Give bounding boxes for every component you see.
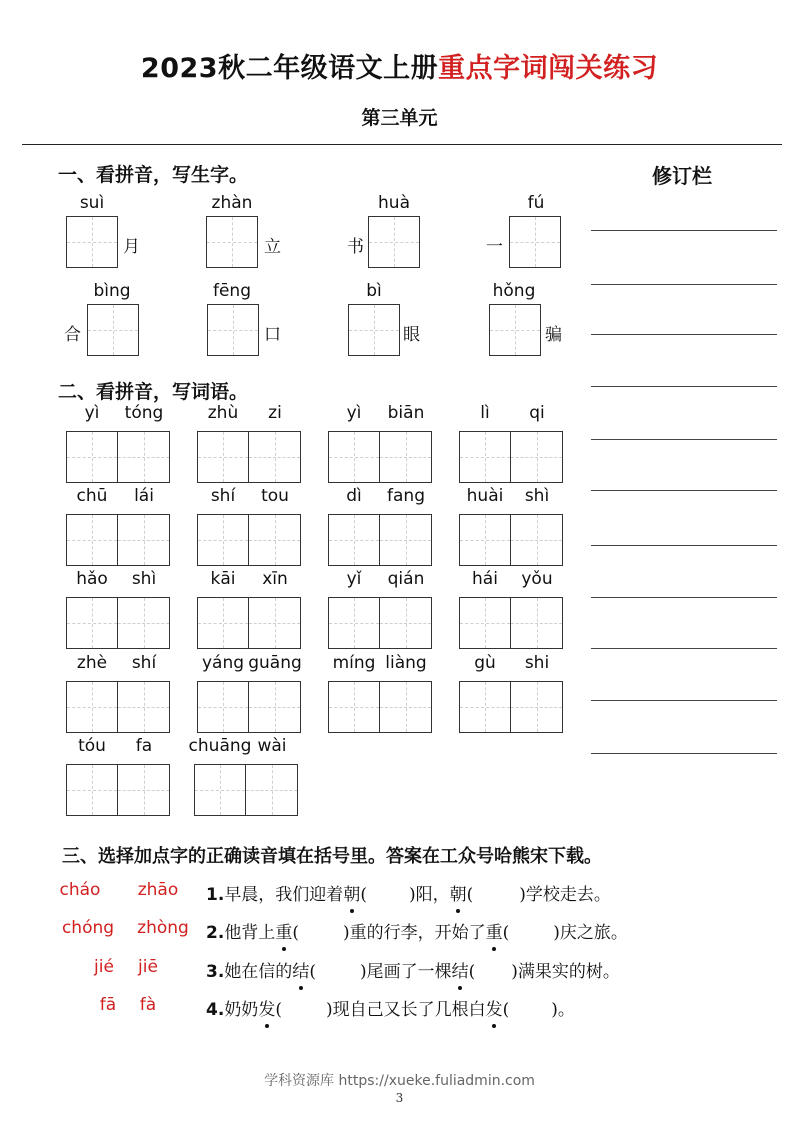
question-number: 2 — [206, 923, 218, 943]
sentence-text: )现自己又长了几根白 — [325, 1000, 486, 1020]
pinyin-label: shì — [524, 486, 550, 506]
dotted-character: 重 — [275, 918, 292, 943]
writing-box[interactable] — [206, 216, 258, 268]
given-character: 合 — [64, 325, 81, 345]
writing-box[interactable] — [348, 304, 400, 356]
pinyin-label: lì — [480, 403, 490, 423]
sentence-text: )学校走去。 — [519, 885, 611, 905]
word-box[interactable] — [459, 514, 563, 566]
char-cell[interactable] — [379, 681, 432, 733]
revision-line — [591, 597, 777, 598]
answer-bracket-open: ( — [292, 923, 299, 943]
char-cell[interactable] — [328, 431, 380, 483]
char-cell[interactable] — [117, 764, 170, 816]
question-sentence — [206, 918, 628, 943]
question-number-dot: . — [217, 1000, 225, 1020]
sentence-text: )尾画了一棵 — [359, 962, 452, 982]
pinyin-label: qián — [387, 569, 425, 589]
word-box[interactable] — [66, 514, 170, 566]
pinyin-label: bì — [366, 281, 382, 301]
word-box[interactable] — [197, 514, 301, 566]
pinyin-label: huài — [466, 486, 504, 506]
reading-option: fā — [99, 995, 117, 1015]
char-cell[interactable] — [197, 681, 249, 733]
dotted-character: 发 — [258, 995, 275, 1020]
reading-option: chóng — [61, 918, 115, 938]
char-cell[interactable] — [510, 514, 563, 566]
answer-bracket-open: ( — [309, 962, 316, 982]
char-cell[interactable] — [66, 431, 118, 483]
char-cell[interactable] — [248, 597, 301, 649]
word-box[interactable] — [66, 764, 170, 816]
pinyin-label: hái — [472, 569, 498, 589]
char-cell[interactable] — [459, 681, 511, 733]
footer-source: 学科资源库 https://xueke.fuliadmin.com — [264, 1073, 535, 1089]
reading-option: jiē — [138, 957, 158, 977]
pinyin-label: xīn — [262, 569, 288, 589]
revision-line — [591, 386, 777, 387]
word-box[interactable] — [194, 764, 298, 816]
char-cell[interactable] — [248, 514, 301, 566]
word-box[interactable] — [328, 597, 432, 649]
given-character: 书 — [347, 237, 364, 257]
pinyin-label: fēng — [212, 281, 251, 301]
char-cell[interactable] — [66, 514, 118, 566]
word-box[interactable] — [66, 431, 170, 483]
answer-bracket-open: ( — [275, 1000, 282, 1020]
revision-line — [591, 284, 777, 285]
char-cell[interactable] — [197, 514, 249, 566]
pinyin-label: yì — [84, 403, 100, 423]
question-number-dot: . — [217, 962, 225, 982]
reading-option: zhòng — [137, 918, 189, 938]
sentence-text: 他背上 — [224, 923, 276, 943]
pinyin-label: tóu — [78, 736, 106, 756]
char-cell[interactable] — [510, 597, 563, 649]
pinyin-label: biān — [387, 403, 425, 423]
char-cell[interactable] — [245, 764, 298, 816]
sentence-text: )重的行李，开始了 — [342, 923, 486, 943]
char-cell[interactable] — [197, 431, 249, 483]
pinyin-label: yǐ — [346, 569, 362, 589]
char-cell[interactable] — [379, 514, 432, 566]
revision-line — [591, 753, 777, 754]
pinyin-label: qi — [529, 403, 545, 423]
pinyin-label: yáng — [201, 653, 245, 673]
writing-box[interactable] — [368, 216, 420, 268]
section2-heading: 二、看拼音，写词语。 — [58, 381, 249, 403]
reading-option: cháo — [59, 880, 101, 900]
pinyin-label: kāi — [210, 569, 236, 589]
char-cell[interactable] — [459, 514, 511, 566]
char-cell[interactable] — [194, 764, 246, 816]
pinyin-label: guāng — [248, 653, 302, 673]
char-cell[interactable] — [328, 597, 380, 649]
pinyin-label: fa — [135, 736, 153, 756]
title-black-part: 2023秋二年级语文上册 — [140, 53, 439, 84]
char-cell[interactable] — [197, 597, 249, 649]
pinyin-label: zhè — [76, 653, 108, 673]
unit-subtitle: 第三单元 — [361, 107, 438, 129]
sentence-text: )庆之旅。 — [553, 923, 628, 943]
writing-box[interactable] — [509, 216, 561, 268]
revision-line — [591, 439, 777, 440]
revision-label: 修订栏 — [652, 164, 712, 188]
title-red-part: 重点字词闯关练习 — [438, 53, 659, 84]
char-cell[interactable] — [248, 681, 301, 733]
char-cell[interactable] — [379, 431, 432, 483]
sentence-text: )。 — [551, 1000, 575, 1020]
question-sentence — [206, 995, 575, 1020]
question-number-dot: . — [217, 923, 225, 943]
sentence-text: )满果实的树。 — [511, 962, 620, 982]
answer-bracket-open: ( — [360, 885, 367, 905]
word-box[interactable] — [328, 681, 432, 733]
char-cell[interactable] — [459, 597, 511, 649]
dotted-character: 重 — [486, 918, 503, 943]
pinyin-label: huà — [378, 193, 410, 213]
question-sentence — [206, 880, 611, 905]
writing-box[interactable] — [66, 216, 118, 268]
page-title — [0, 46, 799, 85]
word-box[interactable] — [197, 597, 301, 649]
section1-heading: 一、看拼音，写生字。 — [58, 164, 249, 186]
revision-line — [591, 490, 777, 491]
char-cell[interactable] — [248, 431, 301, 483]
answer-bracket-open: ( — [502, 1000, 510, 1020]
question-number: 4 — [206, 1000, 218, 1020]
pinyin-label: tóng — [124, 403, 164, 423]
pinyin-label: chuāng — [188, 736, 252, 756]
pinyin-label: míng — [332, 653, 376, 673]
pinyin-label: dì — [346, 486, 362, 506]
word-box[interactable] — [459, 431, 563, 483]
char-cell[interactable] — [510, 681, 563, 733]
pinyin-label: lái — [134, 486, 154, 506]
pinyin-label: shì — [131, 569, 157, 589]
writing-box[interactable] — [489, 304, 541, 356]
page-number: 3 — [395, 1091, 404, 1105]
sentence-text: 早晨，我们迎着 — [224, 885, 344, 905]
word-box[interactable] — [197, 681, 301, 733]
pinyin-label: yì — [346, 403, 362, 423]
pinyin-label: liàng — [385, 653, 427, 673]
pinyin-label: bìng — [93, 281, 131, 301]
sentence-text: )阳， — [408, 885, 450, 905]
dotted-character: 朝 — [450, 880, 467, 905]
given-character: 立 — [264, 237, 281, 257]
pinyin-label: fang — [387, 486, 425, 506]
reading-option: zhāo — [137, 880, 179, 900]
question-number: 3 — [206, 962, 218, 982]
word-box[interactable] — [459, 681, 563, 733]
char-cell[interactable] — [66, 597, 118, 649]
writing-box[interactable] — [87, 304, 139, 356]
answer-bracket-open: ( — [466, 885, 474, 905]
pinyin-label: suì — [79, 193, 105, 213]
char-cell[interactable] — [117, 431, 170, 483]
char-cell[interactable] — [117, 681, 170, 733]
revision-line — [591, 700, 777, 701]
word-box[interactable] — [459, 597, 563, 649]
char-cell[interactable] — [117, 597, 170, 649]
writing-box[interactable] — [207, 304, 259, 356]
char-cell[interactable] — [379, 597, 432, 649]
word-box[interactable] — [66, 681, 170, 733]
dotted-character: 发 — [486, 995, 503, 1020]
pinyin-label: shí — [131, 653, 157, 673]
revision-line — [591, 648, 777, 649]
revision-line — [591, 230, 777, 231]
char-cell[interactable] — [510, 431, 563, 483]
pinyin-label: hǒng — [492, 281, 536, 301]
char-cell[interactable] — [328, 681, 380, 733]
given-character: 骗 — [545, 325, 562, 345]
dotted-character: 朝 — [343, 880, 360, 905]
pinyin-label: chū — [76, 486, 108, 506]
word-box[interactable] — [197, 431, 301, 483]
pinyin-label: gù — [474, 653, 496, 673]
pinyin-label: tou — [261, 486, 289, 506]
dotted-character: 结 — [292, 957, 309, 982]
pinyin-label: hǎo — [76, 569, 108, 589]
dotted-character: 结 — [452, 957, 469, 982]
question-sentence — [206, 957, 620, 982]
pinyin-label: zhù — [207, 403, 239, 423]
sentence-text: 奶奶 — [224, 1000, 259, 1020]
pinyin-label: yǒu — [521, 569, 553, 589]
char-cell[interactable] — [66, 681, 118, 733]
reading-option: jié — [94, 957, 114, 977]
char-cell[interactable] — [66, 764, 118, 816]
reading-option: fà — [139, 995, 157, 1015]
question-number: 1 — [206, 885, 218, 905]
word-box[interactable] — [66, 597, 170, 649]
char-cell[interactable] — [117, 514, 170, 566]
char-cell[interactable] — [459, 431, 511, 483]
section3-heading: 三、选择加点字的正确读音填在括号里。答案在工众号哈熊宋下载。 — [62, 846, 602, 867]
given-character: 月 — [123, 237, 140, 257]
pinyin-label: shí — [210, 486, 236, 506]
given-character: 口 — [264, 325, 281, 345]
pinyin-label: zi — [268, 403, 282, 423]
revision-line — [591, 334, 777, 335]
pinyin-label: shi — [524, 653, 550, 673]
answer-bracket-open: ( — [468, 962, 476, 982]
char-cell[interactable] — [328, 514, 380, 566]
word-box[interactable] — [328, 514, 432, 566]
given-character: 一 — [486, 237, 503, 257]
pinyin-label: wài — [257, 736, 287, 756]
sentence-text: 她在信的 — [224, 962, 293, 982]
question-number-dot: . — [217, 885, 225, 905]
pinyin-label: zhàn — [211, 193, 253, 213]
header-divider — [22, 144, 782, 145]
revision-line — [591, 545, 777, 546]
pinyin-label: fú — [527, 193, 545, 213]
answer-bracket-open: ( — [502, 923, 510, 943]
word-box[interactable] — [328, 431, 432, 483]
given-character: 眼 — [403, 325, 420, 345]
